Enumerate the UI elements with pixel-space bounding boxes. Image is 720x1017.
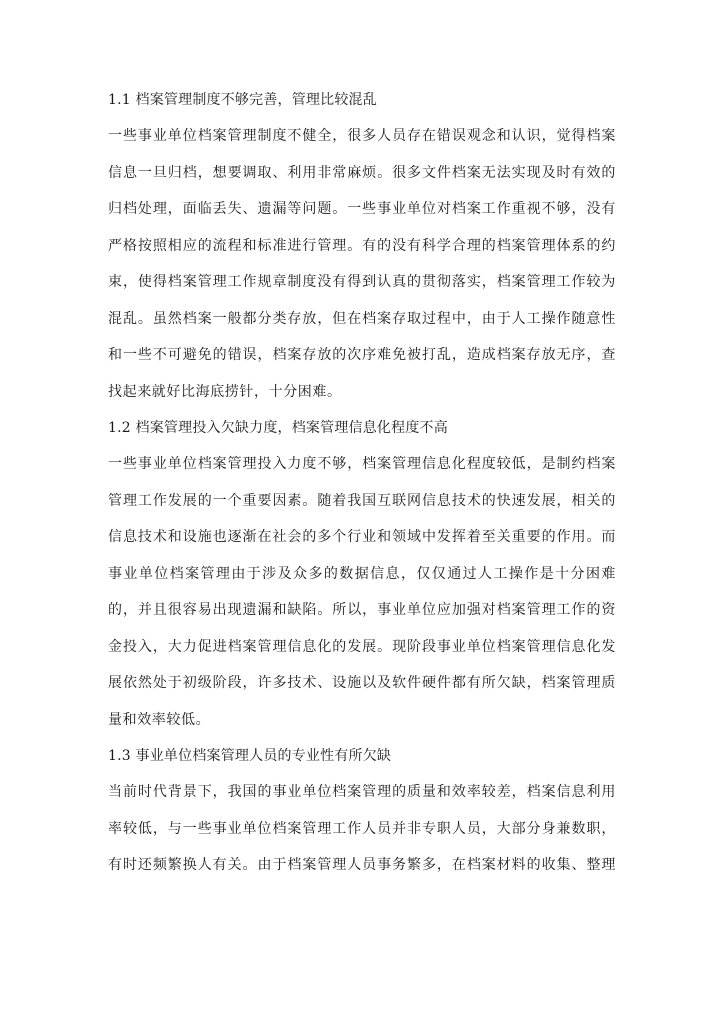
text-line: 量和效率较低。 bbox=[108, 711, 211, 728]
text-line: 的，并且很容易出现遗漏和缺陷。所以，事业单位应加强对档案管理工作的资 bbox=[108, 602, 616, 618]
text-line: 一些事业单位档案管理投入力度不够，档案管理信息化程度较低，是制约档案 bbox=[108, 456, 616, 472]
text-line: 展依然处于初级阶段，许多技术、设施以及软件硬件都有所欠缺，档案管理质 bbox=[108, 675, 616, 691]
section-heading: 1.3 事业单位档案管理人员的专业性有所欠缺 bbox=[108, 748, 392, 764]
text-line: 和一些不可避免的错误，档案存放的次序难免被打乱，造成档案存放无序，查 bbox=[108, 347, 616, 363]
paragraph bbox=[108, 118, 616, 410]
section-1-1 bbox=[108, 82, 616, 410]
paragraph bbox=[108, 774, 616, 884]
text-line: 归档处理，面临丢失、遗漏等问题。一些事业单位对档案工作重视不够，没有 bbox=[108, 201, 616, 217]
text-line: 管理工作发展的一个重要因素。随着我国互联网信息技术的快速发展，相关的 bbox=[108, 492, 616, 509]
text-line: 率较低，与一些事业单位档案管理工作人员并非专职人员，大部分身兼数职， bbox=[108, 820, 616, 837]
text-line: 有时还频繁换人有关。由于档案管理人员事务繁多，在档案材料的收集、整理 bbox=[108, 857, 616, 873]
text-line: 金投入，大力促进档案管理信息化的发展。现阶段事业单位档案管理信息化发 bbox=[108, 638, 616, 655]
paragraph bbox=[108, 446, 616, 738]
section-heading: 1.2 档案管理投入欠缺力度，档案管理信息化程度不高 bbox=[108, 420, 448, 436]
text-line: 束，使得档案管理工作规章制度没有得到认真的贯彻落实，档案管理工作较为 bbox=[108, 274, 616, 290]
text-line: 严格按照相应的流程和标准进行管理。有的没有科学合理的档案管理体系的约 bbox=[108, 237, 616, 254]
section-1-2 bbox=[108, 410, 616, 738]
section-1-3 bbox=[108, 738, 616, 884]
text-line: 找起来就好比海底捞针，十分困难。 bbox=[108, 383, 342, 400]
text-line: 当前时代背景下，我国的事业单位档案管理的质量和效率较差，档案信息利用 bbox=[108, 784, 616, 800]
text-line: 混乱。虽然档案一般都分类存放，但在档案存取过程中，由于人工操作随意性 bbox=[108, 310, 616, 327]
text-line: 事业单位档案管理由于涉及众多的数据信息，仅仅通过人工操作是十分困难 bbox=[108, 565, 616, 582]
document-body bbox=[108, 82, 616, 884]
text-line: 信息技术和设施也逐渐在社会的多个行业和领域中发挥着至关重要的作用。而 bbox=[108, 529, 616, 545]
text-line: 信息一旦归档，想要调取、利用非常麻烦。很多文件档案无法实现及时有效的 bbox=[108, 164, 616, 181]
section-heading: 1.1 档案管理制度不够完善，管理比较混乱 bbox=[108, 92, 377, 108]
text-line: 一些事业单位档案管理制度不健全，很多人员存在错误观念和认识，觉得档案 bbox=[108, 128, 616, 144]
